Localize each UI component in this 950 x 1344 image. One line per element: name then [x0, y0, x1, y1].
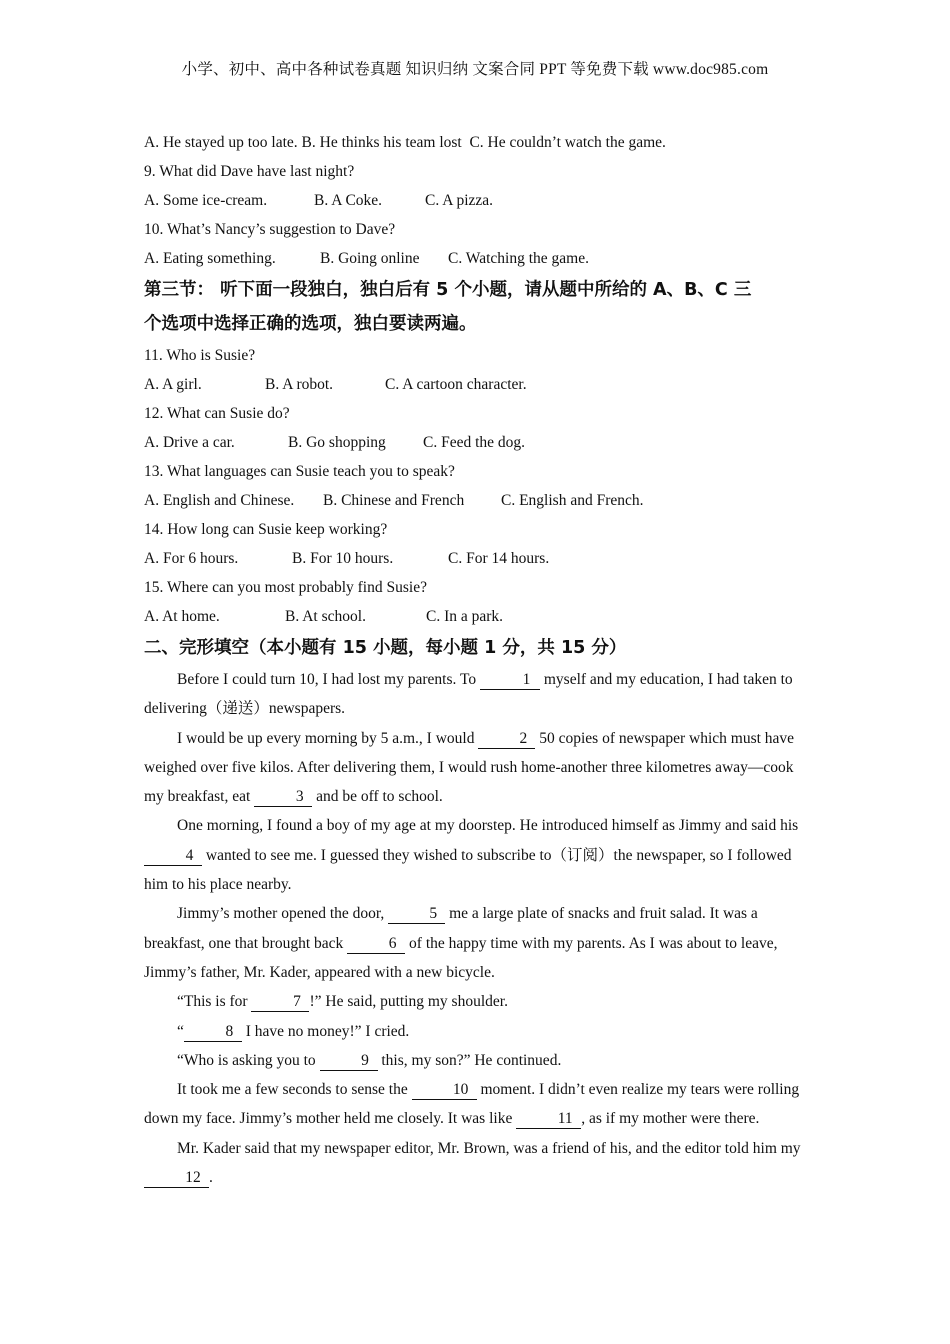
q12-option-a: A. Drive a car. — [144, 434, 235, 451]
blank-5: 5 — [388, 905, 445, 924]
paragraph-text: Mr. Kader said that my newspaper editor, Mr. Brown, was a friend of his, and the editor told him my — [177, 1139, 801, 1157]
q9-option-b: B. A Coke. — [314, 192, 383, 209]
q11-question: 11. Who is Susie? — [144, 347, 256, 364]
paragraph-text: me a large plate of snacks and fruit salad. It was a breakfast, one that brought back — [144, 905, 758, 952]
q13-option-b: B. Chinese and French — [323, 492, 465, 509]
q13-question: 13. What languages can Susie teach you to speak? — [144, 463, 455, 480]
q8-option-c: C. He couldn’t watch the game. — [469, 134, 666, 151]
q11-option-c: C. A cartoon character. — [385, 376, 527, 393]
q12-options — [144, 428, 808, 457]
exam-content — [144, 128, 808, 1192]
blank-3: 3 — [254, 788, 312, 807]
q12-option-b: B. Go shopping — [288, 434, 386, 451]
paragraph-6 — [144, 1017, 808, 1046]
paragraph-9 — [144, 1134, 808, 1193]
blank-4: 4 — [144, 847, 202, 866]
paragraph-text: Jimmy’s mother opened the door, — [177, 905, 389, 923]
paragraph-text: . — [209, 1169, 213, 1187]
q9-question: 9. What did Dave have last night? — [144, 163, 355, 180]
page-header: 小学、初中、高中各种试卷真题 知识归纳 文案合同 PPT 等免费下载 www.doc985.com — [181, 61, 769, 78]
paragraph-text: moment. I didn’t even realize my tears were rolling down my face. Jimmy’s mother held me closely. It was like — [144, 1081, 800, 1128]
q13-options — [144, 486, 808, 515]
q9-option-a: A. Some ice-cream. — [144, 192, 268, 209]
q14-question: 14. How long can Susie keep working? — [144, 521, 388, 538]
paragraph-text: this, my son?” He continued. — [377, 1051, 562, 1069]
paragraph-text: 50 copies of newspaper which must have weighed over five kilos. After delivering them, I would rush home-another three kilometres away—cook my breakfast, eat — [144, 729, 795, 806]
blank-11: 11 — [516, 1110, 581, 1129]
blank-8: 8 — [184, 1023, 242, 1042]
q8-option-a: A. He stayed up too late. — [144, 134, 298, 151]
paragraph-4 — [144, 899, 808, 987]
paragraph-text: It took me a few seconds to sense the — [177, 1081, 412, 1099]
blank-9: 9 — [320, 1052, 378, 1071]
q10-options — [144, 244, 808, 273]
q8-options — [144, 128, 808, 157]
paragraph-text: “Who is asking you to — [177, 1051, 320, 1069]
blank-12: 12 — [144, 1169, 209, 1188]
paragraph-2 — [144, 724, 808, 812]
paragraph-text: “ — [177, 1022, 184, 1040]
blank-6: 6 — [347, 935, 405, 954]
q14-options — [144, 544, 808, 573]
q14-option-c: C. For 14 hours. — [448, 550, 550, 567]
q11-option-a: A. A girl. — [144, 376, 202, 393]
paragraph-7 — [144, 1046, 808, 1075]
q15-options — [144, 602, 808, 631]
paragraph-text: of the happy time with my parents. As I was about to leave, Jimmy’s father, Mr. Kader, appeared with a new bicycle. — [144, 934, 778, 981]
blank-10: 10 — [412, 1081, 477, 1100]
q8-option-b: B. He thinks his team lost — [301, 134, 462, 151]
q15-option-b: B. At school. — [285, 608, 366, 625]
paragraph-text: One morning, I found a boy of my age at my doorstep. He introduced himself as Jimmy and said his — [177, 817, 799, 835]
q10-question: 10. What’s Nancy’s suggestion to Dave? — [144, 221, 396, 238]
q10-option-a: A. Eating something. — [144, 250, 276, 267]
q10-option-c: C. Watching the game. — [448, 250, 589, 267]
paragraph-text: !” He said, putting my shoulder. — [309, 993, 508, 1011]
q11-options — [144, 370, 808, 399]
blank-2: 2 — [478, 730, 535, 749]
q12-option-c: C. Feed the dog. — [423, 434, 526, 451]
section3-instruction-line1: 第三节： 听下面一段独白，独白后有 5 个小题，请从题中所给的 A、B、C 三 — [144, 280, 752, 300]
blank-7: 7 — [251, 993, 309, 1012]
q13-option-c: C. English and French. — [501, 492, 644, 509]
paragraph-text: myself and my education, I had taken to delivering（递送）newspapers. — [144, 671, 793, 718]
paragraph-text: “This is for — [177, 993, 252, 1011]
paragraph-8 — [144, 1075, 808, 1134]
blank-1: 1 — [480, 671, 540, 690]
q12-question: 12. What can Susie do? — [144, 405, 290, 422]
paragraph-text: and be off to school. — [312, 788, 443, 806]
q10-option-b: B. Going online — [320, 250, 420, 267]
q14-option-a: A. For 6 hours. — [144, 550, 239, 567]
q9-options — [144, 186, 808, 215]
paragraph-text: , as if my mother were there. — [581, 1110, 760, 1128]
q15-option-c: C. In a park. — [426, 608, 504, 625]
paragraph-5 — [144, 987, 808, 1016]
section3-instruction-line2: 个选项中选择正确的选项，独白要读两遍。 — [144, 314, 477, 334]
paragraph-text: Before I could turn 10, I had lost my parents. To — [177, 671, 480, 688]
q11-option-b: B. A robot. — [265, 376, 334, 393]
q13-option-a: A. English and Chinese. — [144, 492, 295, 509]
q9-option-c: C. A pizza. — [425, 192, 494, 209]
q14-option-b: B. For 10 hours. — [292, 550, 394, 567]
paragraph-text: wanted to see me. I guessed they wished to subscribe to（订阅）the newspaper, so I followed him to his place nearby. — [144, 846, 792, 894]
paragraph-1 — [144, 665, 808, 724]
paragraph-3 — [144, 811, 808, 899]
q15-option-a: A. At home. — [144, 608, 220, 625]
paragraph-text: I would be up every morning by 5 a.m., I would — [177, 729, 479, 747]
part2-title: 二、完形填空（本小题有 15 小题，每小题 1 分，共 15 分） — [144, 638, 627, 658]
q15-question: 15. Where can you most probably find Susie? — [144, 579, 427, 596]
paragraph-text: I have no money!” I cried. — [241, 1022, 410, 1040]
